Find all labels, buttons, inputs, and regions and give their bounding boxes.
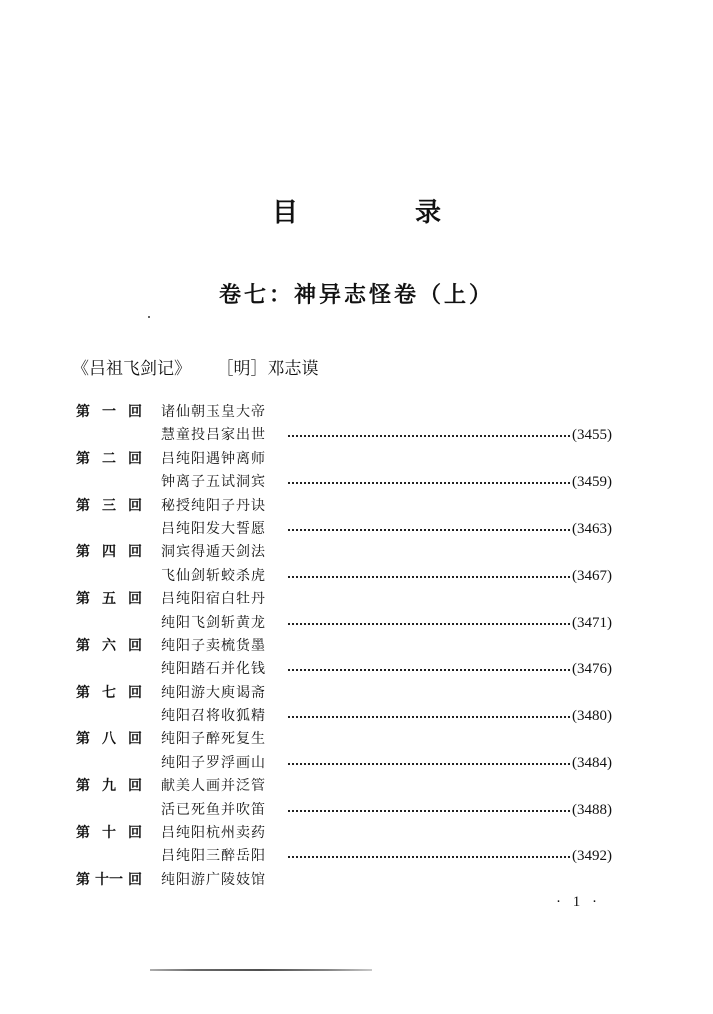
toc-entry[interactable] [0, 588, 713, 611]
dot-leader [288, 529, 570, 531]
dot-leader [288, 435, 570, 437]
toc-entry[interactable] [0, 845, 713, 868]
page-reference: (3467) [572, 567, 612, 584]
page-number: · 1 · [556, 894, 601, 910]
chapter-number-char: 三 [102, 497, 116, 514]
table-of-contents [0, 401, 713, 892]
chapter-number [76, 682, 142, 705]
scan-speck [148, 316, 150, 318]
chapter-title: 纯阳踏石并化钱 [161, 661, 266, 678]
toc-entry[interactable] [0, 775, 713, 798]
page-reference: (3471) [572, 614, 612, 631]
toc-entry[interactable] [0, 822, 713, 845]
chapter-title: 秘授纯阳子丹诀 [161, 497, 266, 514]
chapter-number-char: 回 [128, 825, 142, 842]
chapter-number-char: 回 [128, 684, 142, 701]
toc-entry[interactable] [0, 401, 713, 424]
chapter-number [76, 728, 142, 751]
chapter-title: 纯阳游大庾谒斋 [161, 684, 266, 701]
chapter-number-char: 五 [102, 591, 116, 608]
toc-entry[interactable] [0, 448, 713, 471]
work-title: 《吕祖飞剑记》 [72, 359, 191, 379]
toc-entry[interactable] [0, 612, 713, 635]
toc-entry[interactable] [0, 635, 713, 658]
chapter-number-char: 回 [128, 544, 142, 561]
toc-entry[interactable] [0, 705, 713, 728]
dot-leader [288, 716, 570, 718]
page-reference: (3455) [572, 427, 612, 444]
chapter-title: 吕纯阳发大誓愿 [161, 520, 266, 537]
chapter-number-char: 第 [76, 450, 90, 467]
chapter-number [76, 775, 142, 798]
chapter-number-char: 回 [128, 637, 142, 654]
toc-entry[interactable] [0, 752, 713, 775]
chapter-number-char: 八 [102, 731, 116, 748]
scan-smudge [150, 969, 372, 971]
chapter-title: 钟离子五试洞宾 [161, 474, 266, 491]
chapter-number [76, 588, 142, 611]
chapter-number-char: 回 [128, 731, 142, 748]
dot-leader [288, 669, 570, 671]
toc-entry[interactable] [0, 541, 713, 564]
volume-heading: 卷七：神异志怪卷（上） [218, 283, 494, 308]
page-reference: (3476) [572, 661, 612, 678]
chapter-title: 纯阳子卖梳货墨 [161, 637, 266, 654]
chapter-number-char: 回 [128, 591, 142, 608]
chapter-number-char: 六 [102, 637, 116, 654]
chapter-title: 纯阳游广陵妓馆 [161, 871, 266, 888]
chapter-title: 纯阳子醉死复生 [161, 731, 266, 748]
chapter-number [76, 869, 142, 892]
dot-leader [288, 763, 570, 765]
toc-entry[interactable] [0, 728, 713, 751]
chapter-number-char: 七 [102, 684, 116, 701]
page-reference: (3480) [572, 708, 612, 725]
chapter-number-char: 回 [128, 871, 142, 888]
chapter-title: 慧童投吕家出世 [161, 427, 266, 444]
chapter-number-char: 第 [76, 591, 90, 608]
chapter-number-char: 第 [76, 731, 90, 748]
page-reference: (3488) [572, 801, 612, 818]
toc-entry[interactable] [0, 518, 713, 541]
chapter-number [76, 541, 142, 564]
work-author: ［明］邓志谟 [225, 359, 319, 379]
toc-entry[interactable] [0, 799, 713, 822]
chapter-number-char: 一 [102, 404, 116, 420]
chapter-title: 活已死鱼并吹笛 [161, 801, 266, 818]
chapter-number-char: 第 [76, 497, 90, 514]
chapter-number-char: 第 [76, 778, 90, 795]
page-reference: (3463) [572, 520, 612, 537]
toc-entry[interactable] [0, 565, 713, 588]
toc-entry[interactable] [0, 658, 713, 681]
chapter-number-char: 第 [76, 637, 90, 654]
chapter-number-char: 第 [76, 404, 90, 420]
chapter-number-char: 第 [76, 871, 90, 888]
dot-leader [288, 482, 570, 484]
chapter-number [76, 635, 142, 658]
chapter-number [76, 495, 142, 518]
chapter-number [76, 822, 142, 845]
chapter-number-char: 九 [102, 778, 116, 795]
dot-leader [288, 856, 570, 858]
toc-entry[interactable] [0, 682, 713, 705]
work-heading [72, 356, 319, 382]
chapter-title: 献美人画并泛管 [161, 778, 266, 795]
chapter-number [76, 448, 142, 471]
toc-entry[interactable] [0, 495, 713, 518]
chapter-number-char: 十一 [95, 871, 123, 888]
chapter-title: 吕纯阳杭州卖药 [161, 825, 266, 842]
chapter-title: 纯阳子罗浮画山 [161, 754, 266, 771]
chapter-title: 飞仙剑斩蛟杀虎 [161, 567, 266, 584]
dot-leader [288, 623, 570, 625]
dot-leader [288, 810, 570, 812]
page-reference: (3484) [572, 754, 612, 771]
page-title: 目 录 [271, 198, 496, 228]
chapter-number-char: 回 [128, 404, 142, 420]
page-reference: (3492) [572, 848, 612, 865]
toc-entry[interactable] [0, 471, 713, 494]
chapter-number-char: 回 [128, 497, 142, 514]
chapter-number-char: 回 [128, 450, 142, 467]
toc-entry[interactable] [0, 424, 713, 447]
chapter-number-char: 第 [76, 544, 90, 561]
page-reference: (3459) [572, 474, 612, 491]
chapter-number-char: 回 [128, 778, 142, 795]
chapter-number-char: 十 [102, 825, 116, 842]
chapter-title: 洞宾得遁天剑法 [161, 544, 266, 561]
chapter-title: 吕纯阳宿白牡丹 [161, 591, 266, 608]
chapter-title: 纯阳召将收狐精 [161, 708, 266, 725]
chapter-number [76, 401, 142, 424]
chapter-title: 诸仙朝玉皇大帝 [161, 404, 266, 420]
chapter-number-char: 第 [76, 825, 90, 842]
chapter-number-char: 四 [102, 544, 116, 561]
dot-leader [288, 576, 570, 578]
chapter-number-char: 第 [76, 684, 90, 701]
chapter-number-char: 二 [102, 450, 116, 467]
chapter-title: 纯阳飞剑斩黄龙 [161, 614, 266, 631]
chapter-title: 吕纯阳遇钟离师 [161, 450, 266, 467]
toc-entry[interactable] [0, 869, 713, 892]
chapter-title: 吕纯阳三醉岳阳 [161, 848, 266, 865]
